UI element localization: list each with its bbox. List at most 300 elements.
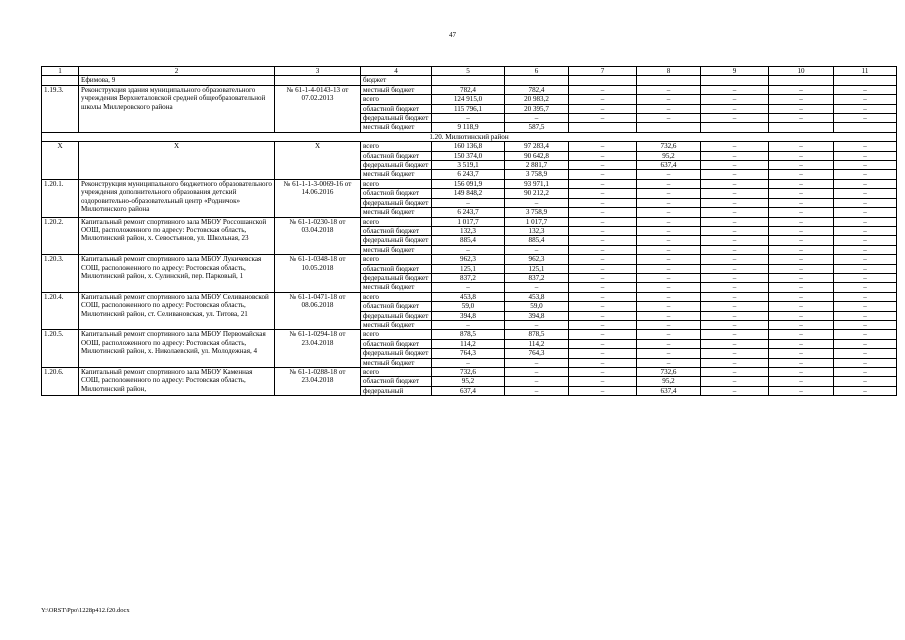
value-cell: – xyxy=(834,377,897,386)
budget-type: всего xyxy=(361,330,432,339)
value-cell xyxy=(769,76,834,85)
value-cell: – xyxy=(701,245,769,254)
value-cell: 124 915,0 xyxy=(432,95,505,104)
value-cell: – xyxy=(569,330,637,339)
row-number xyxy=(42,76,79,85)
value-cell: 114,2 xyxy=(432,339,505,348)
value-cell: – xyxy=(569,320,637,329)
value-cell: 453,8 xyxy=(505,292,569,301)
value-cell: 878,5 xyxy=(432,330,505,339)
value-cell: 885,4 xyxy=(505,236,569,245)
value-cell: – xyxy=(701,217,769,226)
document-ref: № 61-1-0288-18 от 23.04.2018 xyxy=(275,368,361,396)
value-cell: – xyxy=(834,104,897,113)
value-cell: – xyxy=(637,255,701,264)
budget-type: федеральный бюджет xyxy=(361,349,432,358)
value-cell: – xyxy=(769,273,834,282)
value-cell: – xyxy=(769,368,834,377)
value-cell: – xyxy=(769,349,834,358)
budget-type: местный бюджет xyxy=(361,170,432,179)
value-cell: 6 243,7 xyxy=(432,170,505,179)
value-cell: 20 983,2 xyxy=(505,95,569,104)
budget-type: областной бюджет xyxy=(361,189,432,198)
value-cell: – xyxy=(505,377,569,386)
value-cell: 160 136,8 xyxy=(432,142,505,151)
value-cell: – xyxy=(637,95,701,104)
value-cell: – xyxy=(569,236,637,245)
value-cell: – xyxy=(769,245,834,254)
value-cell: – xyxy=(637,292,701,301)
value-cell: – xyxy=(769,302,834,311)
value-cell: – xyxy=(701,226,769,235)
budget-type: всего xyxy=(361,142,432,151)
value-cell: – xyxy=(701,85,769,94)
budget-type: федеральный бюджет xyxy=(361,114,432,123)
value-cell: – xyxy=(834,208,897,217)
value-cell: – xyxy=(637,198,701,207)
header-cell: 3 xyxy=(275,67,361,76)
row-number: 1.20.3. xyxy=(42,255,79,293)
value-cell: – xyxy=(701,320,769,329)
value-cell: – xyxy=(701,330,769,339)
value-cell: – xyxy=(834,283,897,292)
value-cell: – xyxy=(769,320,834,329)
value-cell: – xyxy=(769,104,834,113)
value-cell: – xyxy=(701,358,769,367)
value-cell: 149 848,2 xyxy=(432,189,505,198)
value-cell: – xyxy=(769,217,834,226)
object-name: Капитальный ремонт спортивного зала МБОУ Каменная СОШ, расположенного по адресу: Ростовская область, Милютинский район, xyxy=(79,368,275,396)
value-cell: – xyxy=(637,217,701,226)
value-cell: – xyxy=(834,114,897,123)
budget-type: областной бюджет xyxy=(361,151,432,160)
value-cell: – xyxy=(769,151,834,160)
document-ref: № 61-1-4-0143-13 от 07.02.2013 xyxy=(275,85,361,132)
budget-type: областной бюджет xyxy=(361,226,432,235)
value-cell: – xyxy=(569,198,637,207)
value-cell: – xyxy=(701,170,769,179)
budget-type: всего xyxy=(361,255,432,264)
value-cell: – xyxy=(637,339,701,348)
value-cell: – xyxy=(701,142,769,151)
value-cell: – xyxy=(834,264,897,273)
value-cell: – xyxy=(569,292,637,301)
value-cell: 764,3 xyxy=(432,349,505,358)
value-cell: 1 017,7 xyxy=(432,217,505,226)
value-cell: – xyxy=(569,264,637,273)
value-cell: 90 642,8 xyxy=(505,151,569,160)
value-cell: – xyxy=(569,377,637,386)
value-cell: 95,2 xyxy=(637,151,701,160)
budget-type: всего xyxy=(361,368,432,377)
header-cell: 1 xyxy=(42,67,79,76)
value-cell: – xyxy=(637,170,701,179)
value-cell: – xyxy=(505,283,569,292)
budget-type: местный бюджет xyxy=(361,245,432,254)
value-cell xyxy=(769,123,834,132)
value-cell: – xyxy=(637,189,701,198)
section-title: 1.20. Милютинский район xyxy=(42,132,897,141)
section-row xyxy=(42,132,897,141)
header-row xyxy=(42,67,897,76)
value-cell: – xyxy=(701,264,769,273)
value-cell xyxy=(432,76,505,85)
value-cell: – xyxy=(834,386,897,395)
value-cell: – xyxy=(637,330,701,339)
value-cell: 125,1 xyxy=(505,264,569,273)
value-cell: – xyxy=(769,189,834,198)
value-cell: – xyxy=(569,85,637,94)
value-cell: – xyxy=(569,114,637,123)
value-cell: – xyxy=(834,142,897,151)
budget-type: местный бюджет xyxy=(361,123,432,132)
value-cell: 156 091,9 xyxy=(432,179,505,188)
value-cell: – xyxy=(769,264,834,273)
value-cell: – xyxy=(505,368,569,377)
table-row xyxy=(42,217,897,226)
value-cell: – xyxy=(769,339,834,348)
value-cell: 962,3 xyxy=(432,255,505,264)
value-cell: 394,8 xyxy=(432,311,505,320)
value-cell: – xyxy=(432,320,505,329)
value-cell: 3 519,1 xyxy=(432,161,505,170)
document-ref: № 61-1-0230-18 от 03.04.2018 xyxy=(275,217,361,255)
budget-type: местный бюджет xyxy=(361,85,432,94)
object-name: Реконструкция муниципального бюджетного образовательного учреждения дополнительного образования детский оздоровительно-образовательный центр «Родничок» Милютинского района xyxy=(79,179,275,217)
value-cell xyxy=(701,76,769,85)
value-cell: 2 881,7 xyxy=(505,161,569,170)
budget-type: федеральный бюджет xyxy=(361,236,432,245)
value-cell: 1 017,7 xyxy=(505,217,569,226)
value-cell: – xyxy=(637,358,701,367)
value-cell: – xyxy=(701,302,769,311)
budget-type: областной бюджет xyxy=(361,377,432,386)
value-cell: – xyxy=(701,236,769,245)
table-row xyxy=(42,368,897,377)
value-cell: – xyxy=(834,339,897,348)
value-cell xyxy=(637,123,701,132)
value-cell: – xyxy=(569,95,637,104)
value-cell xyxy=(569,123,637,132)
document-ref: № 61-1-0348-18 от 10.05.2018 xyxy=(275,255,361,293)
value-cell: – xyxy=(701,95,769,104)
value-cell: – xyxy=(701,151,769,160)
value-cell: – xyxy=(637,245,701,254)
value-cell: – xyxy=(432,198,505,207)
value-cell: – xyxy=(701,208,769,217)
value-cell: – xyxy=(701,349,769,358)
value-cell: – xyxy=(769,255,834,264)
value-cell: – xyxy=(769,179,834,188)
value-cell: – xyxy=(637,273,701,282)
value-cell: – xyxy=(701,198,769,207)
value-cell: – xyxy=(834,330,897,339)
value-cell: 20 395,7 xyxy=(505,104,569,113)
value-cell: – xyxy=(637,320,701,329)
object-name: Капитальный ремонт спортивного зала МБОУ Россошанской ООШ, расположенного по адресу: Ростовская область, Милютинский район, х. Севостьянов, ул. Школьная, 23 xyxy=(79,217,275,255)
object-name: Капитальный ремонт спортивного зала МБОУ Первомайская ООШ, расположенного по адресу: Ростовская область, Милютинский район, х. Николаевский, ул. Молодежная, 4 xyxy=(79,330,275,368)
footer-file-path: Y:\ORST\Ppo\1228p412.f20.docx xyxy=(41,607,130,614)
value-cell: – xyxy=(834,349,897,358)
value-cell: 394,8 xyxy=(505,311,569,320)
value-cell: – xyxy=(834,292,897,301)
value-cell: 732,6 xyxy=(432,368,505,377)
object-name: Капитальный ремонт спортивного зала МБОУ Селивановской СОШ, расположенного по адресу: Ростовская область, Милютинский район, ст. Селивановская, ул. Титова, 21 xyxy=(79,292,275,330)
value-cell: – xyxy=(505,358,569,367)
object-name: Реконструкция здания муниципального образовательного учреждения Верхнеталовской средней общеобразовательной школы Миллеровского района xyxy=(79,85,275,132)
value-cell: – xyxy=(834,95,897,104)
value-cell: – xyxy=(637,179,701,188)
value-cell: – xyxy=(769,283,834,292)
value-cell: 837,2 xyxy=(505,273,569,282)
budget-type: местный бюджет xyxy=(361,283,432,292)
value-cell: – xyxy=(769,85,834,94)
header-cell: 4 xyxy=(361,67,432,76)
row-number: Х xyxy=(42,142,79,180)
value-cell: – xyxy=(834,226,897,235)
table-row xyxy=(42,179,897,188)
value-cell: – xyxy=(769,142,834,151)
value-cell: 637,4 xyxy=(637,386,701,395)
value-cell: 90 212,2 xyxy=(505,189,569,198)
value-cell: – xyxy=(834,358,897,367)
header-cell: 6 xyxy=(505,67,569,76)
value-cell: 885,4 xyxy=(432,236,505,245)
header-cell: 8 xyxy=(637,67,701,76)
row-number: 1.20.2. xyxy=(42,217,79,255)
budget-type: местный бюджет xyxy=(361,208,432,217)
value-cell: – xyxy=(701,311,769,320)
budget-type: федеральный xyxy=(361,386,432,395)
value-cell: 125,1 xyxy=(432,264,505,273)
value-cell: – xyxy=(769,236,834,245)
value-cell: – xyxy=(769,358,834,367)
value-cell: – xyxy=(769,292,834,301)
value-cell: 3 758,9 xyxy=(505,170,569,179)
value-cell: – xyxy=(569,349,637,358)
value-cell: – xyxy=(834,311,897,320)
value-cell: 878,5 xyxy=(505,330,569,339)
row-number: 1.19.3. xyxy=(42,85,79,132)
value-cell: – xyxy=(569,368,637,377)
budget-type: местный бюджет xyxy=(361,358,432,367)
value-cell: 95,2 xyxy=(432,377,505,386)
budget-type: областной бюджет xyxy=(361,302,432,311)
value-cell: – xyxy=(769,170,834,179)
budget-type: федеральный бюджет xyxy=(361,198,432,207)
row-number: 1.20.6. xyxy=(42,368,79,396)
value-cell: – xyxy=(569,189,637,198)
value-cell: – xyxy=(834,198,897,207)
value-cell: – xyxy=(432,358,505,367)
value-cell: – xyxy=(637,114,701,123)
value-cell: – xyxy=(834,179,897,188)
document-ref: № 61-1-1-3-0069-16 от 14.06.2016 xyxy=(275,179,361,217)
value-cell: 59,0 xyxy=(505,302,569,311)
value-cell: – xyxy=(834,302,897,311)
value-cell: – xyxy=(769,208,834,217)
value-cell: – xyxy=(701,104,769,113)
value-cell: – xyxy=(701,339,769,348)
header-cell: 2 xyxy=(79,67,275,76)
value-cell: – xyxy=(769,114,834,123)
header-cell: 10 xyxy=(769,67,834,76)
budget-type: местный бюджет xyxy=(361,320,432,329)
value-cell: 59,0 xyxy=(432,302,505,311)
value-cell: 95,2 xyxy=(637,377,701,386)
value-cell: 93 971,1 xyxy=(505,179,569,188)
value-cell xyxy=(834,76,897,85)
value-cell: – xyxy=(505,198,569,207)
value-cell xyxy=(505,76,569,85)
value-cell: – xyxy=(569,311,637,320)
value-cell: 453,8 xyxy=(432,292,505,301)
value-cell: – xyxy=(569,302,637,311)
value-cell: – xyxy=(701,189,769,198)
document-ref: Х xyxy=(275,142,361,180)
value-cell: – xyxy=(569,217,637,226)
object-name: Капитальный ремонт спортивного зала МБОУ Лукичевская СОШ, расположенного по адресу: Ростовская область, Милютинский район, х. Сулинский, пер. Парковый, 1 xyxy=(79,255,275,293)
document-ref xyxy=(275,76,361,85)
table-row xyxy=(42,330,897,339)
value-cell: – xyxy=(701,292,769,301)
object-name: Х xyxy=(79,142,275,180)
value-cell: – xyxy=(569,142,637,151)
value-cell: – xyxy=(701,283,769,292)
value-cell: – xyxy=(637,283,701,292)
budget-type: федеральный бюджет xyxy=(361,273,432,282)
value-cell: – xyxy=(769,198,834,207)
value-cell: 97 283,4 xyxy=(505,142,569,151)
value-cell: 115 796,1 xyxy=(432,104,505,113)
value-cell: – xyxy=(505,320,569,329)
object-name: Ефимова, 9 xyxy=(79,76,275,85)
value-cell: – xyxy=(637,85,701,94)
value-cell: – xyxy=(834,273,897,282)
value-cell: – xyxy=(637,264,701,273)
value-cell: 732,6 xyxy=(637,142,701,151)
budget-type: всего xyxy=(361,95,432,104)
row-number: 1.20.4. xyxy=(42,292,79,330)
value-cell: – xyxy=(569,255,637,264)
value-cell: – xyxy=(834,255,897,264)
value-cell: – xyxy=(701,386,769,395)
header-cell: 7 xyxy=(569,67,637,76)
value-cell: – xyxy=(834,170,897,179)
value-cell: 637,4 xyxy=(637,161,701,170)
budget-type: областной бюджет xyxy=(361,104,432,113)
row-number: 1.20.5. xyxy=(42,330,79,368)
value-cell: 962,3 xyxy=(505,255,569,264)
value-cell: – xyxy=(505,245,569,254)
table-row xyxy=(42,255,897,264)
value-cell: 764,3 xyxy=(505,349,569,358)
table-row xyxy=(42,292,897,301)
value-cell xyxy=(701,123,769,132)
value-cell: – xyxy=(769,311,834,320)
value-cell: – xyxy=(769,386,834,395)
value-cell: – xyxy=(569,104,637,113)
table-row xyxy=(42,85,897,94)
value-cell: – xyxy=(769,95,834,104)
value-cell: – xyxy=(569,283,637,292)
value-cell: 837,2 xyxy=(432,273,505,282)
value-cell xyxy=(637,76,701,85)
budget-type: всего xyxy=(361,217,432,226)
value-cell: – xyxy=(769,161,834,170)
value-cell: – xyxy=(834,245,897,254)
value-cell: – xyxy=(569,245,637,254)
value-cell: – xyxy=(701,179,769,188)
value-cell: – xyxy=(569,151,637,160)
value-cell: – xyxy=(701,255,769,264)
value-cell: – xyxy=(701,368,769,377)
value-cell: – xyxy=(834,217,897,226)
value-cell: – xyxy=(569,161,637,170)
budget-type: областной бюджет xyxy=(361,339,432,348)
value-cell: – xyxy=(569,170,637,179)
value-cell xyxy=(569,76,637,85)
value-cell: – xyxy=(834,161,897,170)
value-cell: – xyxy=(569,339,637,348)
value-cell: 6 243,7 xyxy=(432,208,505,217)
value-cell xyxy=(834,123,897,132)
value-cell: – xyxy=(637,208,701,217)
budget-type: федеральный бюджет xyxy=(361,311,432,320)
value-cell: – xyxy=(701,377,769,386)
table-row xyxy=(42,76,897,85)
value-cell: – xyxy=(834,236,897,245)
value-cell: – xyxy=(432,245,505,254)
value-cell: 3 758,9 xyxy=(505,208,569,217)
row-number: 1.20.1. xyxy=(42,179,79,217)
value-cell: 114,2 xyxy=(505,339,569,348)
value-cell: – xyxy=(637,226,701,235)
value-cell: – xyxy=(769,226,834,235)
budget-type: всего xyxy=(361,179,432,188)
value-cell: – xyxy=(505,114,569,123)
page-number: 47 xyxy=(449,31,456,39)
value-cell: 782,4 xyxy=(432,85,505,94)
value-cell: – xyxy=(701,161,769,170)
value-cell: – xyxy=(432,114,505,123)
value-cell: – xyxy=(769,377,834,386)
table-row xyxy=(42,142,897,151)
value-cell: – xyxy=(432,283,505,292)
header-cell: 9 xyxy=(701,67,769,76)
budget-table xyxy=(41,66,897,396)
value-cell: – xyxy=(834,151,897,160)
value-cell: – xyxy=(569,226,637,235)
value-cell: – xyxy=(569,273,637,282)
value-cell: – xyxy=(637,104,701,113)
value-cell: 150 374,0 xyxy=(432,151,505,160)
budget-type: бюджет xyxy=(361,76,432,85)
value-cell: – xyxy=(701,273,769,282)
value-cell: – xyxy=(701,114,769,123)
budget-type: всего xyxy=(361,292,432,301)
value-cell: – xyxy=(834,368,897,377)
value-cell: 587,5 xyxy=(505,123,569,132)
value-cell: – xyxy=(834,85,897,94)
header-cell: 5 xyxy=(432,67,505,76)
value-cell: 782,4 xyxy=(505,85,569,94)
value-cell: 9 118,9 xyxy=(432,123,505,132)
value-cell: – xyxy=(637,349,701,358)
budget-type: федеральный бюджет xyxy=(361,161,432,170)
value-cell: – xyxy=(569,358,637,367)
value-cell: 132,3 xyxy=(432,226,505,235)
